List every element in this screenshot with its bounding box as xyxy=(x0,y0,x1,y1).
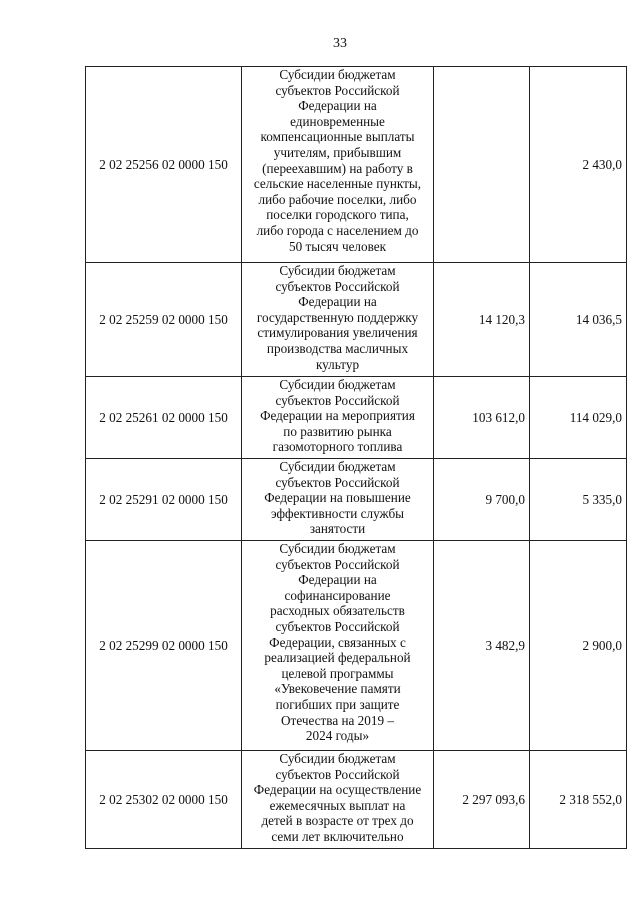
description-line: единовременные xyxy=(290,113,385,129)
description-line: государственную поддержку xyxy=(256,309,419,325)
description-line: «Увековечение памяти xyxy=(274,681,401,697)
description-line: реализацией федеральной xyxy=(264,650,411,666)
description-line: субъектов Российской xyxy=(275,82,400,98)
description-line: субъектов Российской xyxy=(275,474,400,490)
description-line: либо рабочие поселки, либо xyxy=(258,191,417,207)
description-line: 50 тысяч человек xyxy=(288,238,387,254)
table-row xyxy=(86,67,627,263)
description-line: учителям, прибывшим xyxy=(273,144,402,160)
description-line: сельские населенные пункты, xyxy=(253,176,422,192)
description-line: целевой программы xyxy=(281,665,394,681)
description-line: компенсационные выплаты xyxy=(260,129,415,145)
description-line: ежемесячных выплат на xyxy=(269,797,406,813)
amount-cell-column-2: 114 029,0 xyxy=(530,377,627,459)
description-line: субъектов Российской xyxy=(275,766,400,782)
table-row xyxy=(86,541,627,751)
amount-cell-column-2: 2 430,0 xyxy=(530,67,627,263)
description-line: субъектов Российской xyxy=(275,392,400,408)
budget-code-cell: 2 02 25299 02 0000 150 xyxy=(86,541,242,751)
budget-code-cell: 2 02 25259 02 0000 150 xyxy=(86,263,242,377)
table-row xyxy=(86,459,627,541)
description-line: Федерации на xyxy=(298,294,377,310)
table-row xyxy=(86,263,627,377)
description-line: по развитию рынка xyxy=(283,423,392,439)
description-cell xyxy=(242,459,434,541)
description-line: 2024 годы» xyxy=(305,728,370,744)
table-row xyxy=(86,377,627,459)
description-cell xyxy=(242,263,434,377)
description-line: субъектов Российской xyxy=(275,556,400,572)
amount-cell-column-2: 14 036,5 xyxy=(530,263,627,377)
budget-code-cell: 2 02 25256 02 0000 150 xyxy=(86,67,242,263)
description-line: газомоторного топлива xyxy=(272,439,403,455)
description-line: софинансирование xyxy=(284,587,391,603)
description-line: Субсидии бюджетам xyxy=(279,377,396,392)
table-row xyxy=(86,751,627,849)
amount-cell-column-2: 2 318 552,0 xyxy=(530,751,627,849)
description-line: Субсидии бюджетам xyxy=(279,541,396,556)
amount-cell-column-1: 9 700,0 xyxy=(434,459,530,541)
amount-cell-column-2: 2 900,0 xyxy=(530,541,627,751)
description-line: Субсидии бюджетам xyxy=(279,67,396,82)
amount-cell-column-1: 103 612,0 xyxy=(434,377,530,459)
budget-code-cell: 2 02 25261 02 0000 150 xyxy=(86,377,242,459)
description-line: стимулирования увеличения xyxy=(257,325,418,341)
description-line: (переехавшим) на работу в xyxy=(262,160,413,176)
description-line: детей в возрасте от трех до xyxy=(261,813,414,829)
description-line: Субсидии бюджетам xyxy=(279,263,396,278)
description-line: субъектов Российской xyxy=(275,618,400,634)
description-cell xyxy=(242,377,434,459)
description-line: эффективности службы xyxy=(270,505,405,521)
description-line: культур xyxy=(315,356,360,372)
description-line: Федерации на xyxy=(298,572,377,588)
description-line: Отечества на 2019 – xyxy=(281,712,394,728)
description-cell xyxy=(242,751,434,849)
description-line: поселки городского типа, xyxy=(266,207,409,223)
description-line: Субсидии бюджетам xyxy=(279,751,396,766)
description-line: производства масличных xyxy=(266,340,409,356)
amount-cell-column-1: 14 120,3 xyxy=(434,263,530,377)
description-line: субъектов Российской xyxy=(275,278,400,294)
amount-cell-column-1: 3 482,9 xyxy=(434,541,530,751)
description-line: Федерации на xyxy=(298,98,377,114)
description-cell xyxy=(242,67,434,263)
description-line: семи лет включительно xyxy=(271,828,404,844)
description-line: погибших при защите xyxy=(275,696,400,712)
description-cell xyxy=(242,541,434,751)
table-body xyxy=(86,67,627,849)
description-line: Федерации, связанных с xyxy=(269,634,406,650)
amount-cell-column-1: 2 297 093,6 xyxy=(434,751,530,849)
description-line: Федерации на осуществление xyxy=(253,782,422,798)
amount-cell-column-1 xyxy=(434,67,530,263)
budget-revenue-table xyxy=(85,66,627,849)
description-line: занятости xyxy=(309,521,366,537)
description-line: расходных обязательств xyxy=(270,603,405,619)
description-line: Федерации на мероприятия xyxy=(260,408,415,424)
description-line: Субсидии бюджетам xyxy=(279,459,396,474)
description-line: либо города с населением до xyxy=(256,222,419,238)
description-line: Федерации на повышение xyxy=(264,490,411,506)
budget-code-cell: 2 02 25291 02 0000 150 xyxy=(86,459,242,541)
amount-cell-column-2: 5 335,0 xyxy=(530,459,627,541)
page-number: 33 xyxy=(333,36,347,51)
budget-code-cell: 2 02 25302 02 0000 150 xyxy=(86,751,242,849)
